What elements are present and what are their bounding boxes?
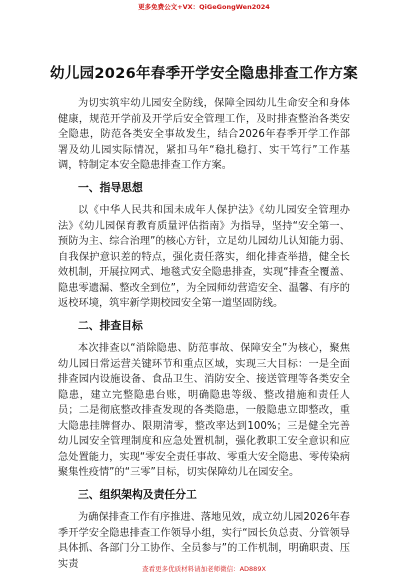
- document-title: 幼儿园2026年春季开学安全隐患排查工作方案: [50, 66, 358, 82]
- intro-paragraph: 为切实筑牢幼儿园安全防线，保障全园幼儿生命安全和身体健康，规范开学前及开学后安全管理工作，及时排查整治各类安全隐患，防范各类安全事故发生，结合2026年春季开学工作部署及幼儿园实际情况，紧扣马年“稳扎稳打、实干笃行”工作基调，特制定本安全隐患排查工作方案。: [58, 98, 350, 171]
- section-heading-inspection-goals: 二、排查目标: [78, 318, 143, 332]
- section-heading-organization: 三、组织架构及责任分工: [78, 487, 197, 501]
- footer-promo-note: 查看更多优质材料请加老师微信：AD889X: [142, 565, 266, 573]
- section-heading-guiding-ideology: 一、指导思想: [78, 180, 143, 194]
- section-paragraph-inspection-goals: 本次排查以“消除隐患、防范事故、保障安全”为核心，聚焦幼儿园日常运营关键环节和重点区域，实现三大目标：一是全面排查园内设施设备、食品卫生、消防安全、接送管理等各类安全隐患，建立完整隐患台账，明确隐患等级、整改措施和责任人员；二是彻底整改排查发现的各类隐患，一般隐患立即整改，重大隐患挂牌督办、限期清零，整改率达到100%；三是健全完善幼儿园安全管理制度和应急处置机制，强化教职工安全意识和应急处置能力，实现“零安全责任事故、零重大安全隐患、零传染病聚集性疫情”的“三零”目标，切实保障幼儿在园安全。: [58, 343, 350, 478]
- section-paragraph-organization: 为确保排查工作有序推进、落地见效，成立幼儿园2026年春季开学安全隐患排查工作领导小组，实行“园长负总责、分管领导具体抓、各部门分工协作、全员参与”的工作机制，明确职责、压实责: [58, 512, 350, 570]
- document-body: [58, 96, 350, 576]
- header-promo-note: 更多免费公文+VX：QiGeGongWen2024: [138, 3, 270, 11]
- section-paragraph-guiding-ideology: 以《中华人民共和国未成年人保护法》《幼儿园安全管理办法》《幼儿园保育教育质量评估指南》为指导，坚持“安全第一、预防为主、综合治理”的核心方针，立足幼儿园幼儿认知能力弱、自我保护意识差的特点，强化责任落实，细化排查举措，健全长效机制，开展拉网式、地毯式安全隐患排查，实现“排查全覆盖、隐患零遗漏、整改全到位”，为全园师幼营造安全、温馨、有序的返校环境，筑牢新学期校园安全第一道坚固防线。: [58, 205, 350, 309]
